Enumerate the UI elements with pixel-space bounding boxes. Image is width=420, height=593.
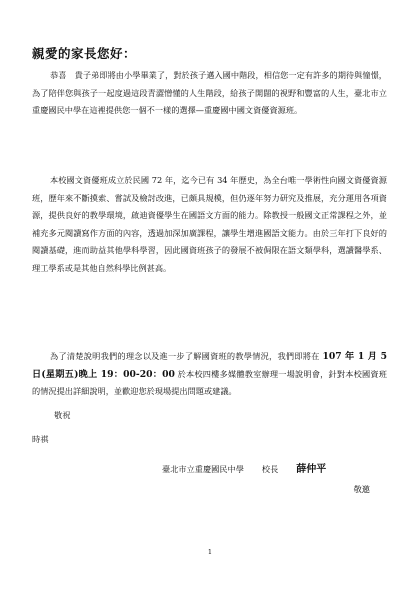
paragraph-history: 本校國文資優班成立於民國 72 年，迄今已有 34 年歷史，為全台唯一學術性向國文資優資源班，歷年來不斷摸索、嘗試及檢討改進，已頗具規模，但仍逐年努力研究及推展，充分運用各項資源，提供良好的教學環境，啟迪資優學生在國語文方面的能力。除教授一般國文正常課程之外，並補充多元閱讀寫作方面的內容，透過加深加廣課程，讓學生增進國語文能力。由於三年打下良好的閱讀基礎，進而助益其他學科學習，因此國資班孩子的發展不被侷限在語文類學科，選讀醫學系、理工學系或是其他自然科學比例甚高。	[32, 175, 387, 273]
invitation-text-after: 於本校四樓多媒體教室辦理一場說明會，針對本校國資班的情況提出詳細說明，並歡迎您於現場提出問題或建議。	[32, 368, 387, 397]
greeting-heading: 親愛的家長您好：	[32, 46, 137, 61]
signature-block	[162, 460, 326, 475]
event-date-time: 107 年 1 月 5 日(星期五)晚上 19：00-20：00	[32, 351, 387, 380]
paragraph-invitation	[32, 348, 387, 401]
respectfully-invite: 敬邀	[353, 484, 370, 494]
closing-salutation: 敬祝	[54, 410, 71, 420]
page-number: 1	[207, 548, 213, 556]
signature-school: 臺北市立重慶國民中學	[162, 464, 244, 474]
paragraph-intro: 恭喜 貴子弟即將由小學畢業了，對於孩子邁入國中階段，相信您一定有許多的期待與憧憬，為了陪伴您與孩子一起度過這段青澀憎懂的人生階段，給孩子開闊的視野和豐富的人生，臺北市立重慶國民中學在這裡提供您一個不一樣的選擇—重慶國中國文資優資源班。	[32, 70, 387, 116]
invitation-text-before: 為了清楚說明我們的理念以及進一步了解國資班的教學情況，我們即將在	[50, 351, 323, 361]
signature-title: 校長	[261, 464, 279, 474]
signature-name: 薛仲平	[296, 464, 327, 475]
closing-wish: 時祺	[32, 434, 49, 444]
